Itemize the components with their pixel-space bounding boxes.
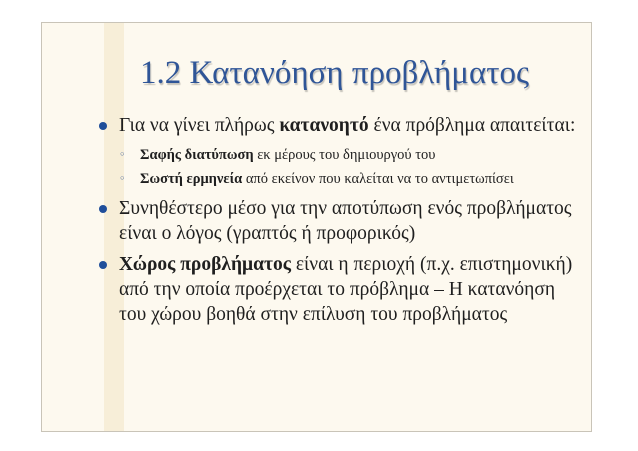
bullet-item-3 [98, 252, 578, 327]
sub-bullet-text: εκ μέρους του δημιουργού του [253, 147, 436, 163]
bullet-item-1 [98, 113, 578, 138]
slide-content [98, 113, 578, 327]
hollow-circle-icon: ◦ [119, 172, 126, 185]
sub-bullet-bold-term: Σωστή ερμηνεία [140, 171, 243, 187]
bullet-text: είναι η περιοχή (π.χ. επιστημονική) από την οποία προέρχεται το πρόβλημα – Η κατανόηση του χώρου βοηθά στην επίλυση του προβλήματος [119, 254, 573, 325]
sub-bullet-text: από εκείνον που καλείται να το αντιμετωπίσει [242, 171, 514, 187]
sub-bullet-item-2 [119, 170, 578, 188]
sub-bullet-list [98, 146, 578, 188]
slide [41, 22, 592, 432]
sub-bullet-item-1 [119, 146, 578, 164]
bullet-dot-icon [99, 261, 107, 269]
bullet-item-2 [98, 196, 578, 246]
bullet-dot-icon [99, 122, 107, 130]
hollow-circle-icon: ◦ [119, 148, 126, 161]
bullet-text: Για να γίνει πλήρως [119, 115, 280, 136]
bullet-bold-term: κατανοητό [279, 115, 369, 136]
bullet-text: ένα πρόβλημα απαιτείται: [368, 115, 576, 136]
bullet-dot-icon [99, 205, 107, 213]
slide-title: 1.2 Κατανόηση προβλήματος [140, 55, 530, 91]
bullet-bold-term: Χώρος προβλήματος [119, 254, 291, 275]
sub-bullet-bold-term: Σαφής διατύπωση [140, 147, 254, 163]
bullet-text: Συνηθέστερο μέσο για την αποτύπωση ενός προβλήματος είναι ο λόγος (γραπτός ή προφορικός) [119, 198, 572, 244]
